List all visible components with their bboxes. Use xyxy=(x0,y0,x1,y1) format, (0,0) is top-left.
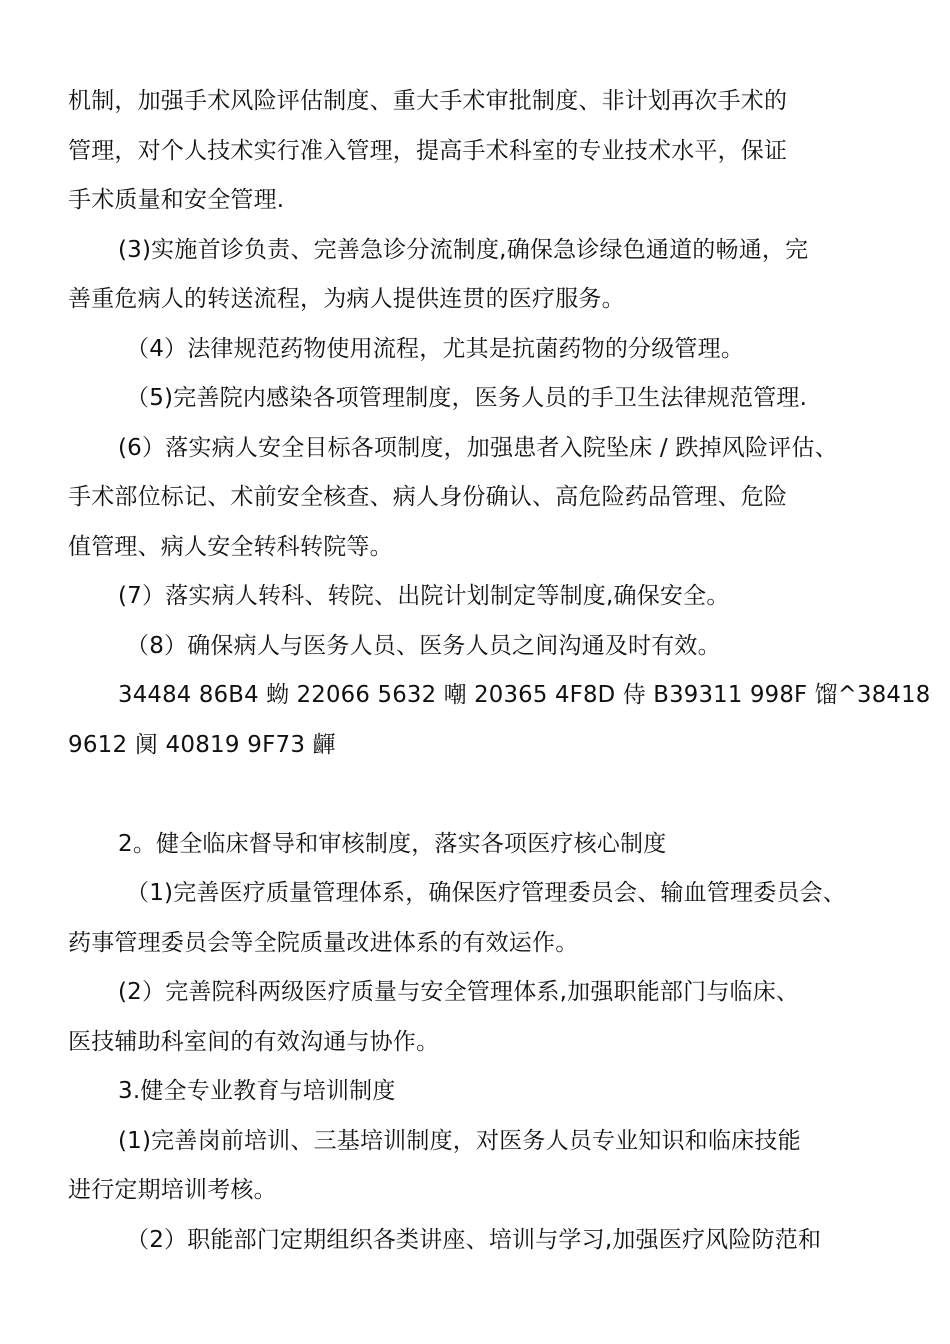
text-line: 药事管理委员会等全院质量改进体系的有效运作。 xyxy=(68,930,579,956)
text-line: 医技辅助科室间的有效沟通与协作。 xyxy=(68,1029,440,1055)
text-line: （5)完善院内感染各项管理制度，医务人员的手卫生法律规范管理. xyxy=(126,385,808,411)
text-line: （8）确保病人与医务人员、医务人员之间沟通及时有效。 xyxy=(126,633,721,659)
text-line: 善重危病人的转送流程，为病人提供连贯的医疗服务。 xyxy=(68,286,625,312)
text-line: (6）落实病人安全目标各项制度，加强患者入院坠床 / 跌掉风险评估、 xyxy=(118,435,838,461)
text-line: （1)完善医疗质量管理体系，确保医疗管理委员会、输血管理委员会、 xyxy=(126,880,847,906)
text-line: 值管理、病人安全转科转院等。 xyxy=(68,534,393,560)
text-line: （4）法律规范药物使用流程，尤其是抗菌药物的分级管理。 xyxy=(126,336,745,362)
text-line: (1)完善岗前培训、三基培训制度，对医务人员专业知识和临床技能 xyxy=(118,1128,801,1154)
text-line: 机制，加强手术风险评估制度、重大手术审批制度、非计划再次手术的 xyxy=(68,88,788,114)
text-line: (7）落实病人转科、转院、出院计划制定等制度,确保安全。 xyxy=(118,583,730,609)
text-line: (2）完善院科两级医疗质量与安全管理体系,加强职能部门与临床、 xyxy=(118,979,800,1005)
text-line: （2）职能部门定期组织各类讲座、培训与学习,加强医疗风险防范和 xyxy=(126,1227,822,1253)
text-line: 管理，对个人技术实行准入管理，提高手术科室的专业技术水平，保证 xyxy=(68,138,788,164)
text-line: 进行定期培训考核。 xyxy=(68,1177,277,1203)
text-line: 9612 阒 40819 9F73 齳 xyxy=(68,732,336,758)
text-line: (3)实施首诊负责、完善急诊分流制度,确保急诊绿色通道的畅通，完 xyxy=(118,237,809,263)
text-line: 手术部位标记、术前安全核查、病人身份确认、高危险药品管理、危险 xyxy=(68,484,788,510)
section-heading: 2。健全临床督导和审核制度，落实各项医疗核心制度 xyxy=(118,831,667,857)
text-line: 手术质量和安全管理. xyxy=(68,187,285,213)
section-heading: 3.健全专业教育与培训制度 xyxy=(118,1078,396,1104)
text-line: 34484 86B4 蚴 22066 5632 嘲 20365 4F8D 侍 B39311 998F 馏^38418 xyxy=(118,682,931,708)
